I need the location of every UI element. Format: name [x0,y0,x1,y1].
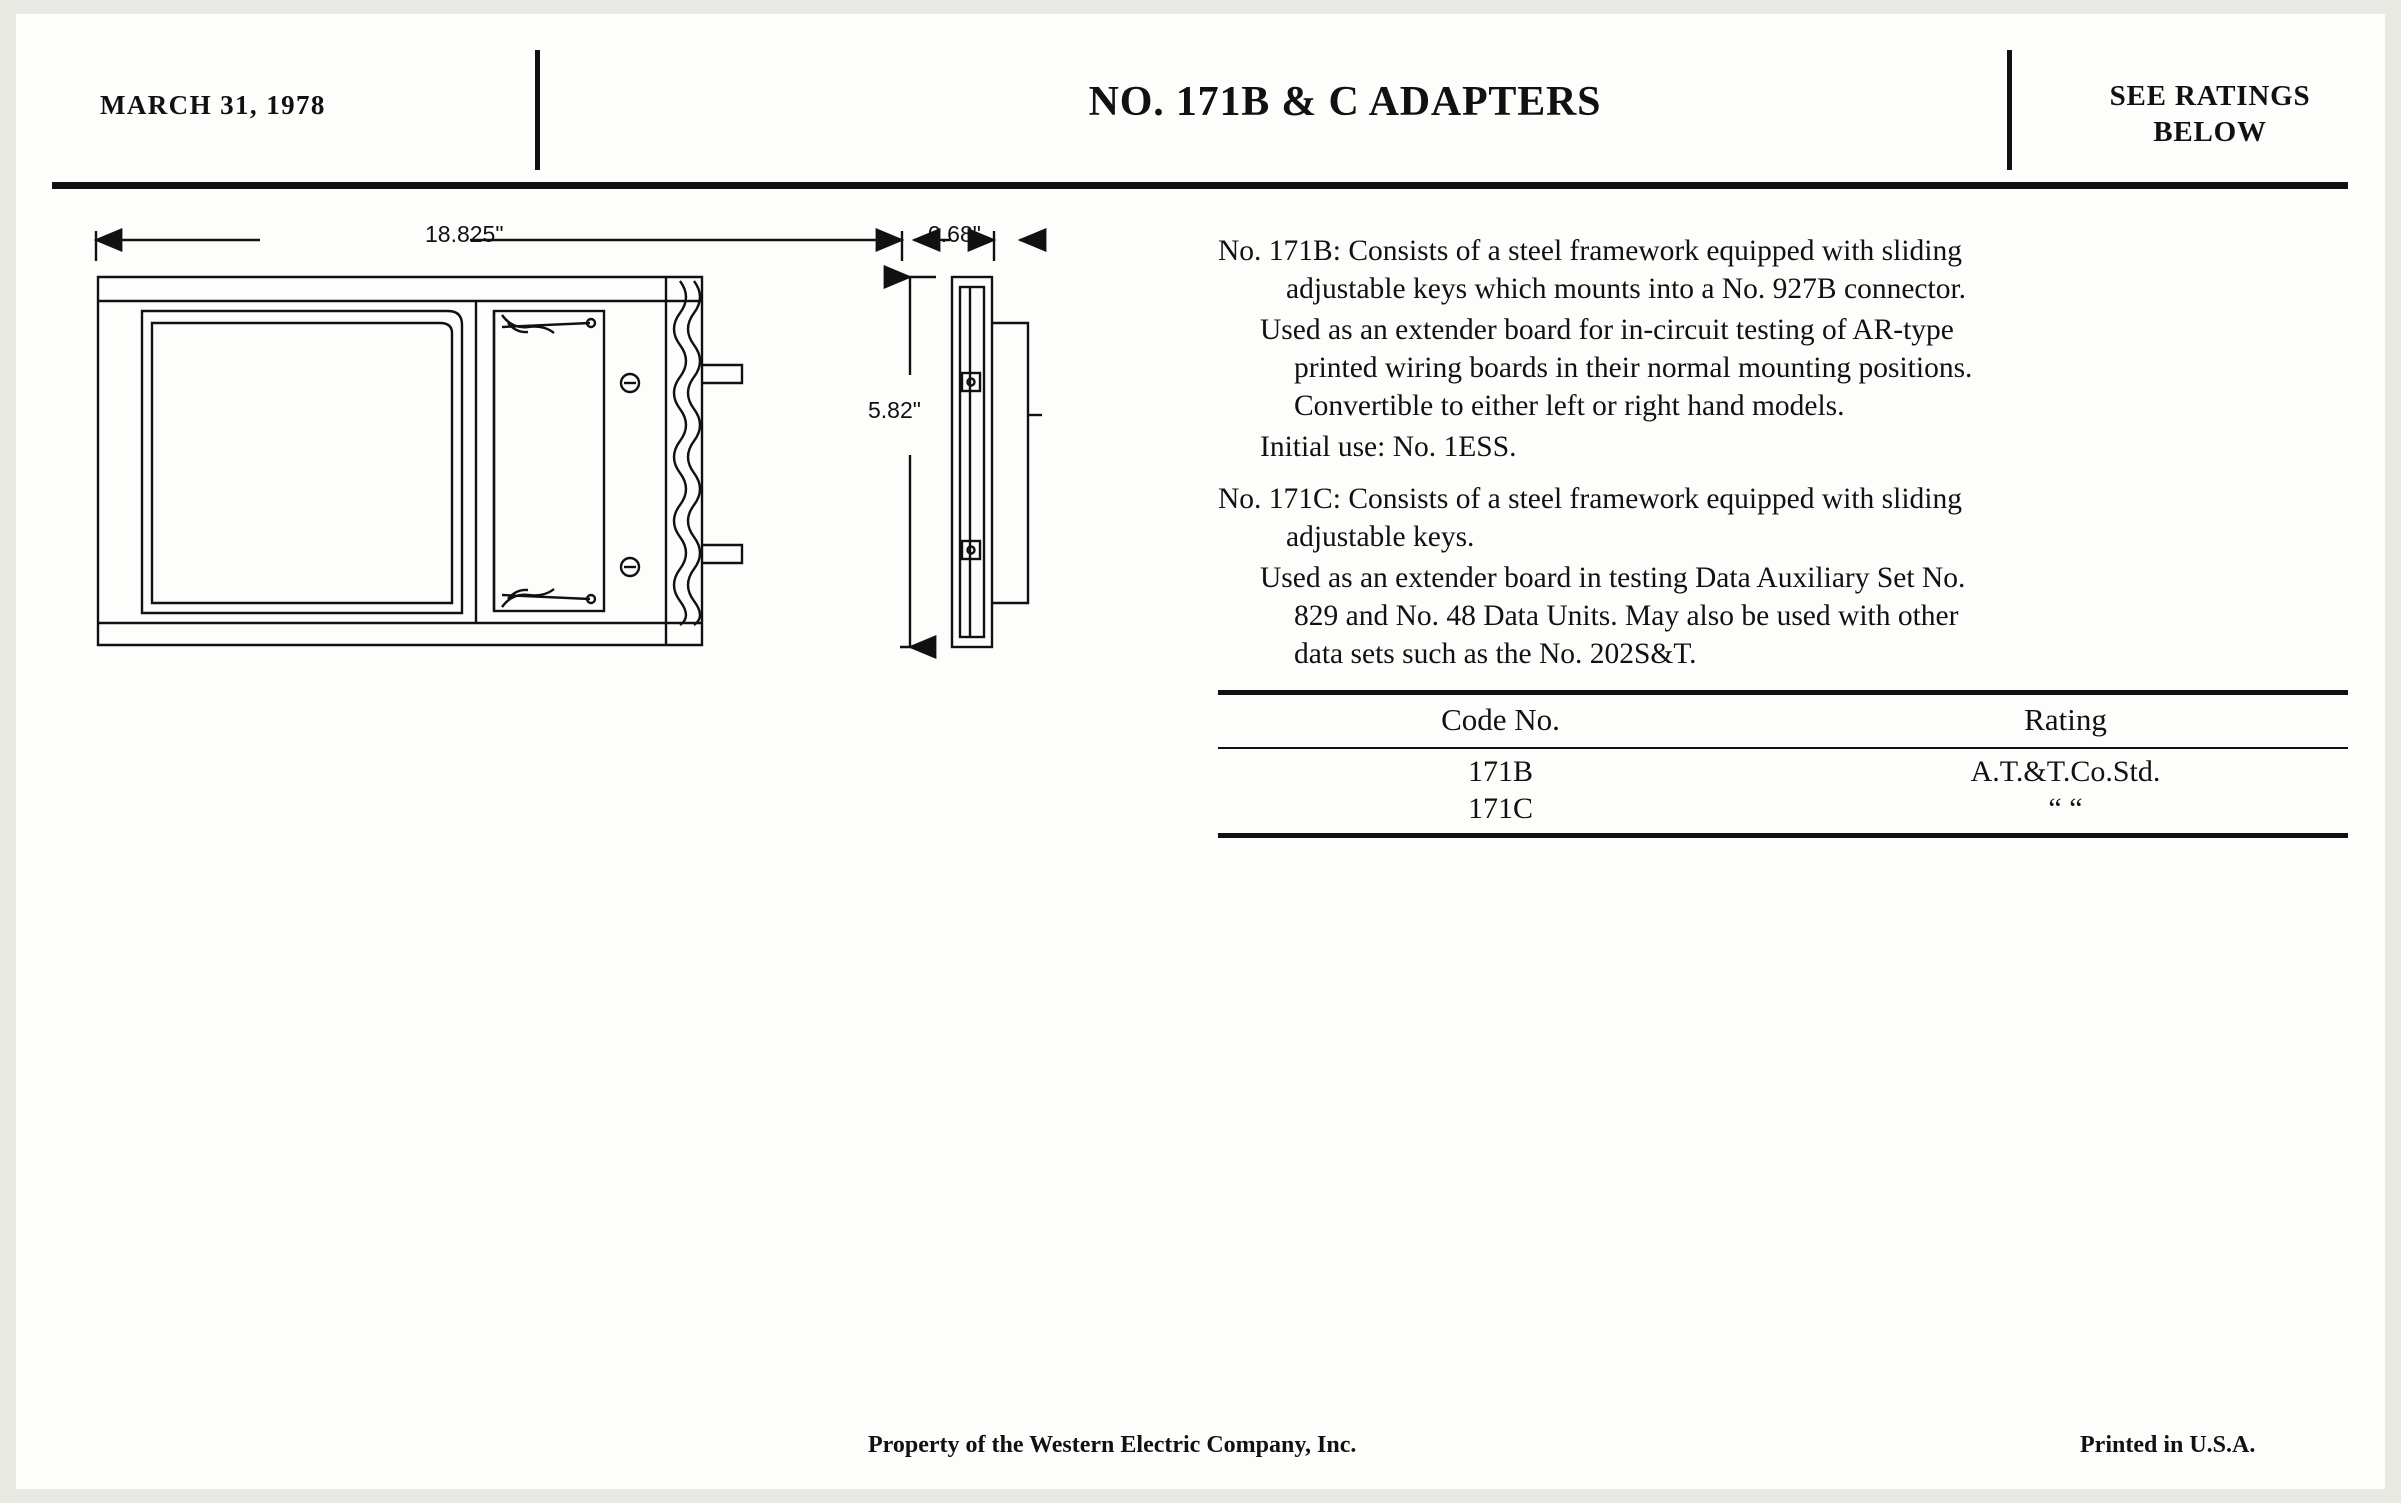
ratings-body [1218,749,2348,833]
spec-171c-use-line1: Used as an extender board in testing Data Auxiliary Set No. [1260,561,1966,594]
spec-171c [1218,480,2348,557]
header-ratings-line1: SEE RATINGS [2109,80,2311,112]
header-divider-right [2007,50,2012,170]
header-ratings-line2: BELOW [2153,116,2267,149]
ratings-cell-code: 171C [1467,791,1533,825]
page-edge-bottom [0,1489,2401,1503]
footer-property-notice: Property of the Western Electric Company, Inc. [868,1432,1357,1458]
table-row [1218,791,2348,828]
specification-text [1218,232,2348,676]
spec-171b-tag: No. 171B: [1218,235,1341,267]
table-row [1218,754,2348,791]
dimension-label-height: 5.82" [868,397,921,423]
spec-171c-use-line2: 829 and No. 48 Data Units. May also be used with other [1294,600,1959,633]
spec-171c-text1: Consists of a steel framework equipped with sliding [1348,483,1962,516]
spec-spacer [1218,468,2348,480]
dimension-label-length: 18.825" [425,221,504,247]
spec-171b-use [1218,311,2348,426]
page-title: NO. 171B & C ADAPTERS [1088,79,1602,125]
ratings-cell-code: 171B [1467,755,1533,788]
spec-171b-line1 [1218,232,2348,270]
footer-printed-in: Printed in U.S.A. [2080,1432,2256,1458]
spec-171b-use-line1: Used as an extender board for in-circuit testing of AR-type [1260,313,1954,346]
ratings-cell-rating: “ “ [2048,791,2083,825]
ratings-header-row [1218,695,2348,747]
header-date: MARCH 31, 1978 [100,90,326,120]
page-edge-right [2385,0,2401,1503]
header-divider-left [535,50,540,170]
spec-171c-line1 [1218,480,2348,518]
spec-171b-line2: adjustable keys which mounts into a No. 927B connector. [1286,273,1967,306]
ratings-col-rating: Rating [2024,702,2107,737]
spec-171b [1218,232,2348,309]
spec-171b-use-line2: printed wiring boards in their normal mounting positions. [1294,352,1973,385]
spec-171c-use [1218,559,2348,674]
header-horizontal-rule [52,182,2348,189]
ratings-col-code: Code No. [1441,702,1560,737]
spec-171b-use-line3: Convertible to either left or right hand models. [1294,390,1845,423]
spec-171c-tag: No. 171C: [1218,483,1341,516]
spec-171b-text1: Consists of a steel framework equipped with sliding [1348,235,1962,267]
spec-171c-use-line3: data sets such as the No. 202S&T. [1294,638,1697,671]
spec-171b-initial-use [1218,428,2348,466]
ratings-bottom-rule [1218,833,2348,838]
ratings-table [1218,690,2348,838]
spec-171c-line2: adjustable keys. [1286,521,1475,554]
header-ratings-note [2045,78,2375,151]
page-edge-left [0,0,16,1503]
page-edge-top [0,0,2401,14]
drawing-svg [90,215,1170,745]
adapter-technical-drawing [90,215,1170,745]
spec-171b-initial-text: Initial use: No. 1ESS. [1260,430,1517,463]
ratings-cell-rating: A.T.&T.Co.Std. [1970,755,2161,788]
dimension-label-thickness: 0.68" [928,221,981,247]
page-header [55,28,2345,168]
